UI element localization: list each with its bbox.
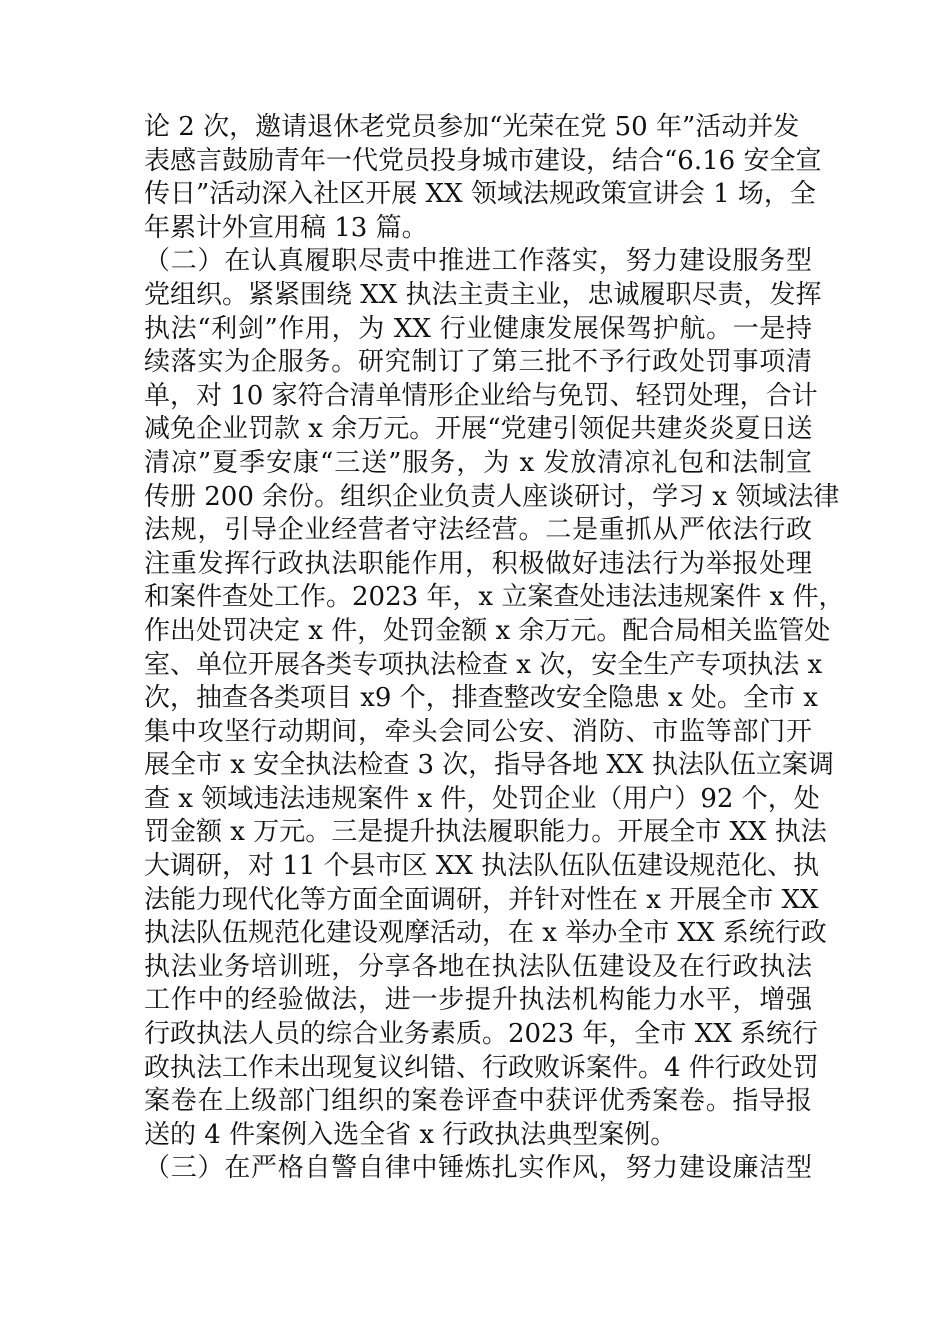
text-line: 集中攻坚行动期间，牵头会同公安、消防、市监等部门开 (144, 716, 812, 747)
text-line: 工作中的经验做法，进一步提升执法机构能力水平，增强 (144, 985, 812, 1016)
text-line: 党组织。紧紧围绕 XX 执法主责主业，忠诚履职尽责，发挥 (144, 279, 822, 310)
section-heading-line: （二）在认真履职尽责中推进工作落实，努力建设服务型 (144, 246, 812, 277)
text-line: 单，对 10 家符合清单情形企业给与免罚、轻罚处理，合计 (144, 380, 818, 411)
text-line: 大调研，对 11 个县市区 XX 执法队伍队伍建设规范化、执 (144, 851, 820, 882)
text-line: 展全市 x 安全执法检查 3 次，指导各地 XX 执法队伍立案调 (144, 750, 834, 781)
text-line: 执法“利剑”作用，为 XX 行业健康发展保驾护航。一是持 (144, 313, 812, 344)
text-line: 传册 200 余份。组织企业负责人座谈研讨，学习 x 领域法律 (144, 481, 840, 512)
text-line: 续落实为企服务。研究制订了第三批不予行政处罚事项清 (144, 347, 812, 378)
text-line: 执法业务培训班，分享各地在执法队伍建设及在行政执法 (144, 951, 812, 982)
text-line: 作出处罚决定 x 件，处罚金额 x 余万元。配合局相关监管处 (144, 615, 831, 646)
text-line: 罚金额 x 万元。三是提升执法履职能力。开展全市 XX 执法 (144, 817, 827, 848)
text-line: 法规，引导企业经营者守法经营。二是重抓从严依法行政 (144, 515, 812, 546)
text-line: 执法队伍规范化建设观摩活动，在 x 举办全市 XX 系统行政 (144, 918, 827, 949)
text-line: 行政执法人员的综合业务素质。2023 年，全市 XX 系统行 (144, 1019, 818, 1050)
text-line: 减免企业罚款 x 余万元。开展“党建引领促共建炎炎夏日送 (144, 414, 813, 445)
text-line: 论 2 次，邀请退休老党员参加“光荣在党 50 年”活动并发 (144, 112, 800, 142)
text-line: 表感言鼓励青年一代党员投身城市建设，结合“6.16 安全宣 (144, 145, 822, 176)
text-line: 清凉”夏季安康“三送”服务，为 x 发放清凉礼包和法制宣 (144, 447, 812, 478)
text-line: 和案件查处工作。2023 年，x 立案查处违法违规案件 x 件， (144, 582, 845, 613)
text-line: 传日”活动深入社区开展 XX 领域法规政策宣讲会 1 场，全 (144, 179, 816, 210)
text-line: 案卷在上级部门组织的案卷评查中获评优秀案卷。指导报 (144, 1086, 812, 1117)
text-line: 查 x 领域违法违规案件 x 件，处罚企业（用户）92 个，处 (144, 783, 820, 814)
text-line: 室、单位开展各类专项执法检查 x 次，安全生产专项执法 x (144, 649, 823, 680)
paragraph-end-line: 年累计外宣用稿 13 篇。 (144, 212, 428, 243)
text-line: 次，抽查各类项目 x9 个，排查整改安全隐患 x 处。全市 x (144, 683, 818, 714)
text-line: 政执法工作未出现复议纠错、行政败诉案件。4 件行政处罚 (144, 1052, 819, 1083)
paragraph-end-line: 送的 4 件案例入选全省 x 行政执法典型案例。 (144, 1119, 677, 1150)
text-line: 注重发挥行政执法职能作用，积极做好违法行为举报处理 (144, 548, 812, 579)
body-text (144, 111, 845, 1186)
section-heading-line: （三）在严格自警自律中锤炼扎实作风，努力建设廉洁型 (144, 1153, 812, 1184)
text-line: 法能力现代化等方面全面调研，并针对性在 x 开展全市 XX (144, 884, 819, 915)
